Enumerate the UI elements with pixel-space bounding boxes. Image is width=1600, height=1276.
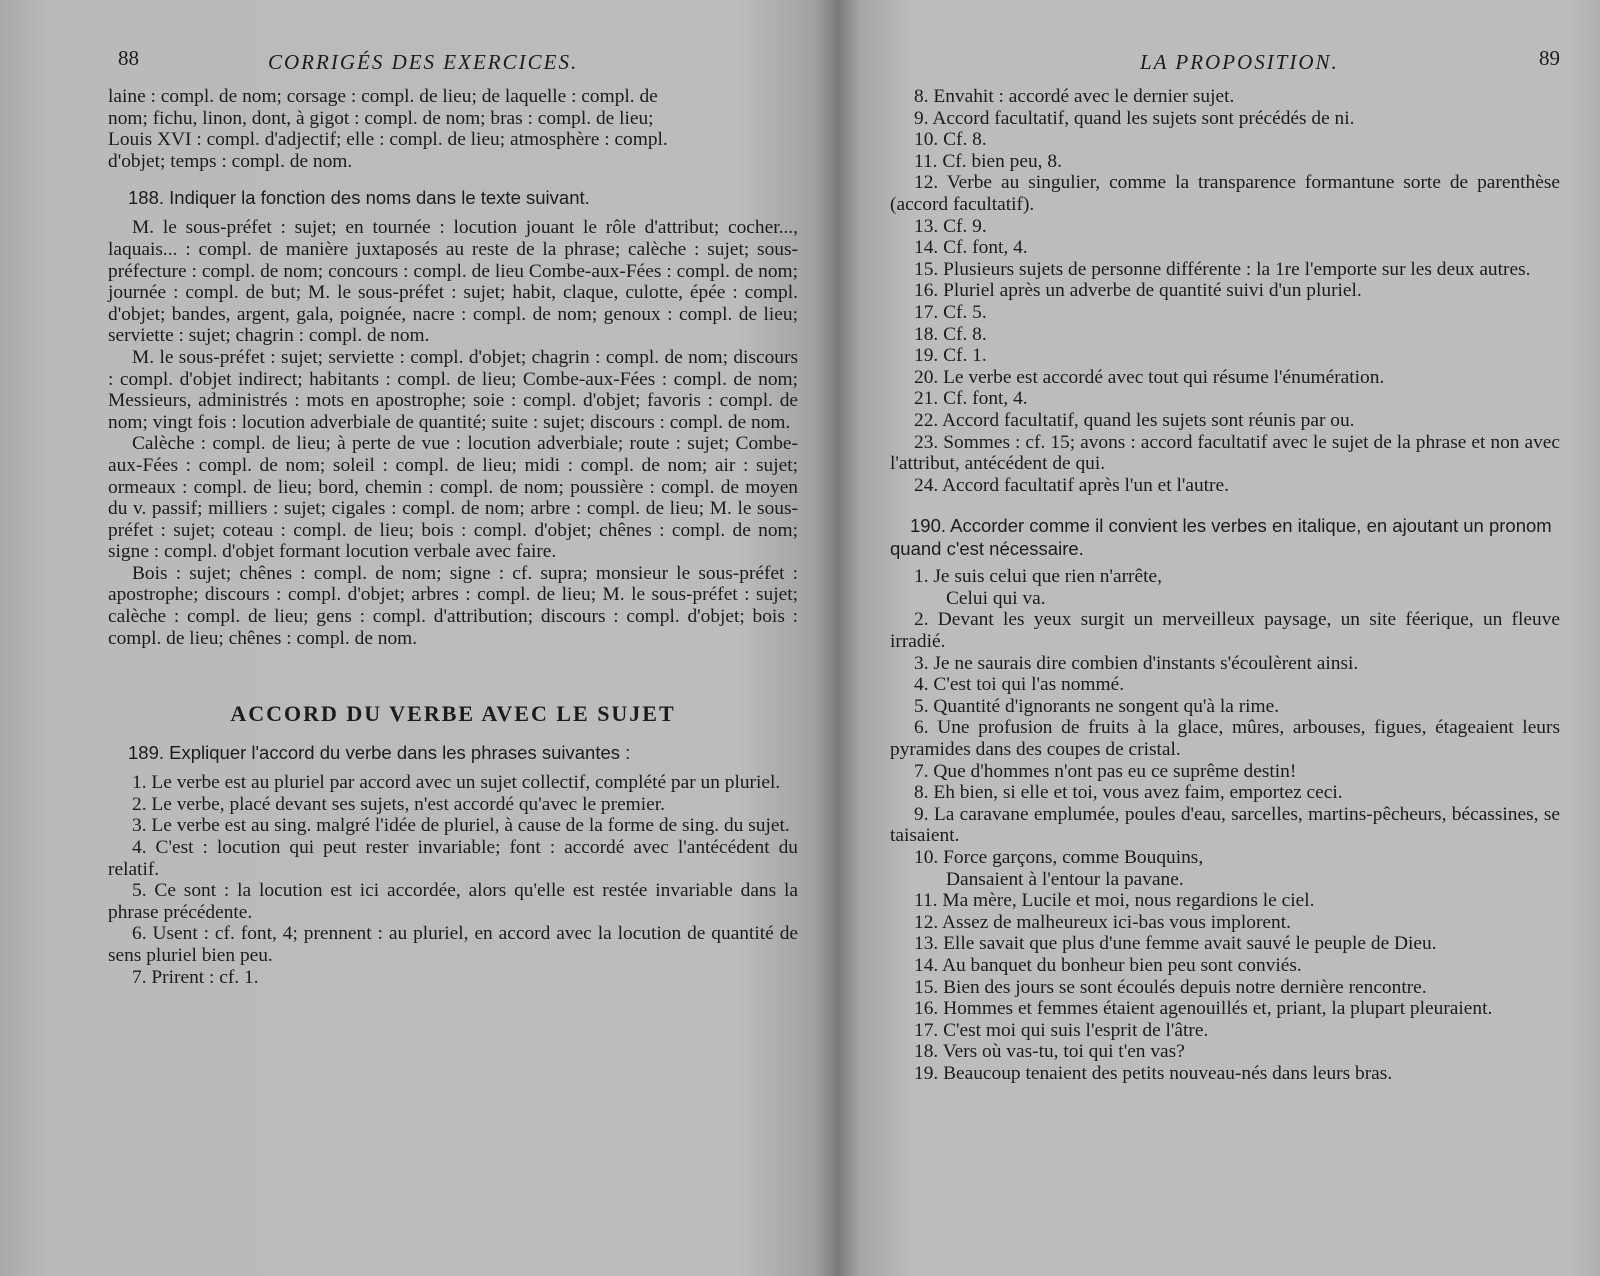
list-item: 1. Je suis celui que rien n'arrête,: [914, 566, 1162, 588]
list-item: 16. Pluriel après un adverbe de quantité suivi d'un pluriel.: [914, 280, 1362, 302]
list-item: 9. Accord facultatif, quand les sujets sont précédés de ni.: [914, 107, 1355, 129]
list-item: 12. Assez de malheureux ici-bas vous implorent.: [914, 911, 1291, 933]
list-item: 9. La caravane emplumée, poules d'eau, sarcelles, martins-pêcheurs, bécassines, se taisaient.: [890, 803, 1560, 847]
text-line: Louis XVI : compl. d'adjectif; elle : compl. de lieu; atmosphère : compl.: [108, 129, 668, 151]
list-item: 21. Cf. font, 4.: [914, 388, 1028, 410]
exercise-189-continued: [890, 86, 1560, 496]
list-item: 14. Au banquet du bonheur bien peu sont conviés.: [914, 954, 1302, 976]
list-item: 3. Je ne saurais dire combien d'instants s'écoulèrent ainsi.: [914, 652, 1359, 674]
running-title: CORRIGÉS DES EXERCICES.: [268, 50, 579, 74]
list-item: 18. Vers où vas-tu, toi qui t'en vas?: [914, 1041, 1185, 1063]
list-item: 19. Beaucoup tenaient des petits nouveau-nés dans leurs bras.: [914, 1062, 1393, 1084]
list-item: 14. Cf. font, 4.: [914, 237, 1028, 259]
list-item: 10. Cf. 8.: [914, 129, 987, 151]
running-head: [108, 42, 798, 86]
list-item: 10. Force garçons, comme Bouquins,: [914, 847, 1204, 868]
paragraph: M. le sous-préfet : sujet; en tournée : locution jouant le rôle d'attribut; cocher..., laquais... : compl. de manière juxtaposés au reste de la phrase; calèche : sujet; sous-préfecture : compl. de nom; concours : compl. de lieu Combe-aux-Fées : compl. de nom; journée : compl. de but; M. le sous-préfet : sujet; habit, claque, culotte, épée : compl. d'objet; bandes, argent, gala, poignée, nacre : compl. de nom; genoux : compl. de lieu; serviette : sujet; chagrin : compl. de nom.: [108, 217, 798, 347]
list-item: 5. Ce sont : la locution est ici accordée, alors qu'elle est restée invariable dans la phrase précédente.: [108, 880, 798, 923]
list-item: 18. Cf. 8.: [914, 323, 987, 345]
exercise-189-heading: 189. Expliquer l'accord du verbe dans les phrases suivantes :: [128, 742, 631, 764]
list-item: 6. Une profusion de fruits à la glace, mûres, arbouses, figues, étageaient leurs pyramides dans des coupes de cristal.: [890, 717, 1560, 761]
page-number: 89: [1539, 46, 1560, 70]
list-item: 15. Bien des jours se sont écoulés depuis notre dernière rencontre.: [914, 976, 1427, 998]
list-item: 12. Verbe au singulier, comme la transparence formantune sorte de parenthèse (accord facultatif).: [890, 172, 1560, 215]
exercise-188-heading: 188. Indiquer la fonction des noms dans le texte suivant.: [128, 187, 590, 209]
running-head: [890, 42, 1560, 86]
right-page: [838, 0, 1600, 1276]
exercise-189-body: [108, 772, 798, 988]
list-item: 5. Quantité d'ignorants ne songent qu'à la rime.: [914, 695, 1280, 717]
list-item: 7. Prirent : cf. 1.: [132, 966, 259, 988]
exercise-190-body: [890, 566, 1560, 1084]
list-item: 1. Le verbe est au pluriel par accord avec un sujet collectif, complété par un pluriel.: [132, 772, 781, 794]
list-item: 13. Elle savait que plus d'une femme avait sauvé le peuple de Dieu.: [914, 933, 1437, 955]
exercise-190-heading: 190. Accorder comme il convient les verbes en italique, en ajoutant un pronom quand c'est nécessaire.: [890, 515, 1552, 560]
exercise-188-body: [108, 217, 798, 649]
list-item: 16. Hommes et femmes étaient agenouillés et, priant, la plupart pleuraient.: [914, 998, 1493, 1020]
text-line: nom; fichu, linon, dont, à gigot : compl. de nom; bras : compl. de lieu;: [108, 107, 654, 129]
page-number: 88: [118, 46, 139, 70]
list-item: 2. Le verbe, placé devant ses sujets, n'est accordé qu'avec le premier.: [132, 793, 665, 815]
list-item: 23. Sommes : cf. 15; avons : accord facultatif avec le sujet de la phrase et non avec l'attribut, antécédent de qui.: [890, 431, 1560, 475]
list-item: 3. Le verbe est au sing. malgré l'idée de pluriel, à cause de la forme de sing. du sujet.: [132, 815, 790, 837]
list-item: 17. Cf. 5.: [914, 301, 987, 323]
list-item: 15. Plusieurs sujets de personne différente : la 1re l'emporte sur les deux autres.: [914, 258, 1531, 280]
list-item: 4. C'est toi qui l'as nommé.: [914, 674, 1125, 696]
list-item: 20. Le verbe est accordé avec tout qui résume l'énumération.: [914, 366, 1385, 388]
paragraph: M. le sous-préfet : sujet; serviette : compl. d'objet; chagrin : compl. de nom; discours : compl. d'objet indirect; habitants : compl. de lieu; Combe-aux-Fées : compl. de nom; Messieurs, administrés : mots en apostrophe; soie : compl. d'objet; favoris : compl. de nom; vingt fois : locution adverbiale de quantité; suite : sujet; discours : compl. de nom.: [108, 346, 798, 433]
list-item: 19. Cf. 1.: [914, 345, 987, 367]
list-item: 11. Cf. bien peu, 8.: [914, 150, 1062, 172]
verse-continuation: Dansaient à l'entour la pavane.: [946, 868, 1184, 890]
section-title: ACCORD DU VERBE AVEC LE SUJET: [230, 701, 676, 727]
list-item: 13. Cf. 9.: [914, 215, 987, 237]
list-item: 24. Accord facultatif après l'un et l'autre.: [914, 474, 1229, 496]
verse-continuation: Celui qui va.: [946, 587, 1046, 609]
intro-block: [108, 86, 798, 172]
text-line: d'objet; temps : compl. de nom.: [108, 150, 353, 172]
list-item: 8. Eh bien, si elle et toi, vous avez faim, emportez ceci.: [914, 782, 1343, 804]
list-item: 11. Ma mère, Lucile et moi, nous regardions le ciel.: [914, 890, 1315, 912]
paragraph: Bois : sujet; chênes : compl. de nom; signe : cf. supra; monsieur le sous-préfet : apostrophe; discours : compl. d'objet; arbres : compl. de lieu; M. le sous-préfet : sujet; calèche : compl. de lieu; gens : compl. d'attribution; discours : compl. d'objet; bois : compl. de lieu; chênes : compl. de nom.: [108, 562, 798, 649]
list-item: 6. Usent : cf. font, 4; prennent : au pluriel, en accord avec la locution de quantité de sens pluriel bien peu.: [108, 923, 798, 966]
list-item: 2. Devant les yeux surgit un merveilleux paysage, un site féerique, un fleuve irradié.: [890, 609, 1560, 653]
paragraph: Calèche : compl. de lieu; à perte de vue : locution adverbiale; route : sujet; Combe-aux-Fées : compl. de nom; soleil : compl. de lieu; midi : compl. de nom; air : sujet; ormeaux : compl. de lieu; bord, chemin : compl. de nom; poussière : compl. de moyen du v. passif; milliers : sujet; cigales : compl. de nom; arbre : compl. de lieu; M. le sous-préfet : sujet; coteau : compl. de lieu; bois : compl. d'objet; chênes : compl. de nom; signe : compl. d'objet formant locution verbale avec faire.: [108, 433, 798, 563]
list-item: 4. C'est : locution qui peut rester invariable; font : accordé avec l'antécédent du relatif.: [108, 837, 798, 880]
list-item: 7. Que d'hommes n'ont pas eu ce suprême destin!: [914, 760, 1297, 782]
list-item: 17. C'est moi qui suis l'esprit de l'âtre.: [914, 1019, 1209, 1041]
list-item: 22. Accord facultatif, quand les sujets sont réunis par ou.: [914, 409, 1355, 431]
list-item: 8. Envahit : accordé avec le dernier sujet.: [914, 86, 1235, 107]
text-line: laine : compl. de nom; corsage : compl. de lieu; de laquelle : compl. de: [108, 86, 658, 107]
running-title: LA PROPOSITION.: [1140, 50, 1339, 74]
